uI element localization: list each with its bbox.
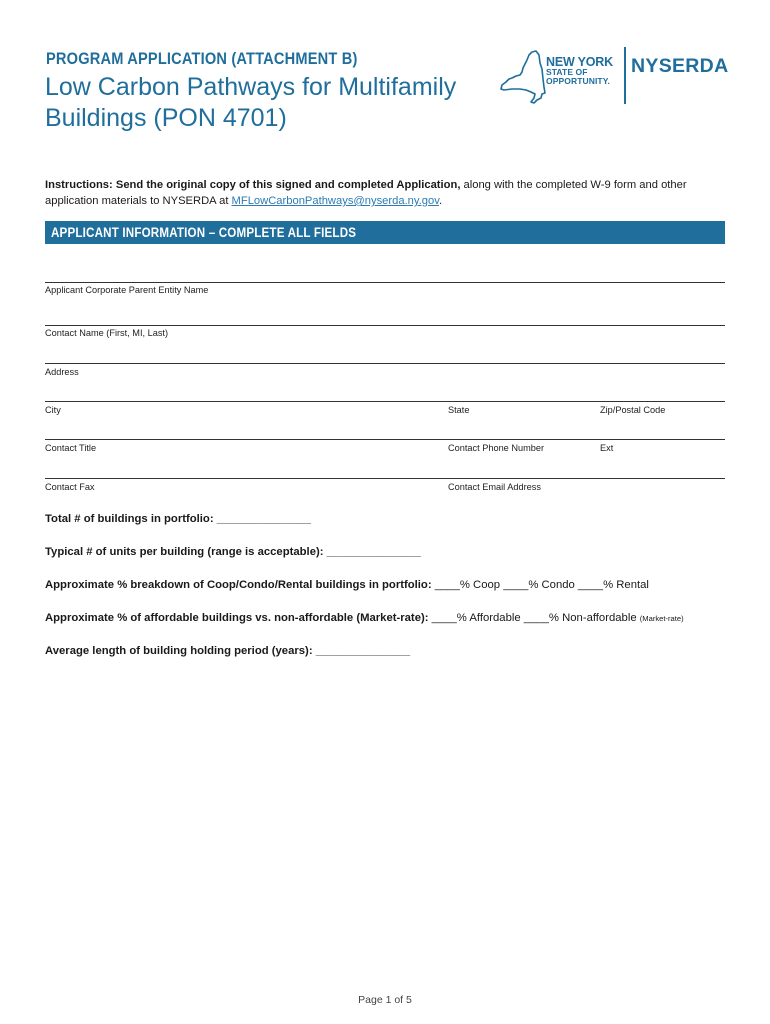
title-phone-ext-field[interactable]: [45, 439, 725, 440]
address-field[interactable]: [45, 363, 725, 364]
building-type-breakdown-label: Approximate % breakdown of Coop/Condo/Rental buildings in portfolio:: [45, 579, 432, 591]
units-per-building-blank[interactable]: _______________: [326, 546, 421, 558]
address-label: Address: [45, 367, 79, 377]
buildings-total-blank[interactable]: _______________: [216, 513, 311, 525]
market-rate-note: (Market-rate): [639, 614, 684, 623]
affordable-breakdown-question: [45, 612, 684, 624]
instructions-lead: Instructions:: [45, 179, 113, 191]
section-header-bar: [45, 221, 725, 244]
contact-fax-label: Contact Fax: [45, 482, 95, 492]
units-per-building-question: [45, 546, 421, 558]
city-label: City: [45, 405, 61, 415]
contact-title-label: Contact Title: [45, 443, 97, 453]
instructions-end: .: [438, 195, 443, 207]
ext-label: Ext: [600, 443, 614, 453]
nyserda-wordmark: NYSERDA: [631, 55, 729, 77]
entity-name-label: Applicant Corporate Parent Entity Name: [45, 285, 209, 295]
buildings-total-question: [45, 513, 311, 525]
nys-nyserda-logo: [498, 47, 728, 107]
building-type-breakdown-question: [45, 579, 649, 591]
new-york-state-map-icon: [498, 49, 548, 105]
logo-new-york: NEW YORK: [546, 55, 613, 69]
logo-opportunity: OPPORTUNITY.: [546, 76, 611, 86]
instructions-text: [45, 177, 725, 209]
building-type-breakdown-answer[interactable]: ____% Coop ____% Condo ____% Rental: [434, 579, 649, 591]
fax-email-field[interactable]: [45, 478, 725, 479]
holding-period-blank[interactable]: _______________: [315, 645, 410, 657]
document-kicker: PROGRAM APPLICATION (ATTACHMENT B): [46, 49, 358, 68]
buildings-total-label: Total # of buildings in portfolio:: [45, 513, 214, 525]
new-york-wordmark: [546, 56, 613, 86]
holding-period-question: [45, 645, 410, 657]
logo-state-of: STATE OF: [546, 67, 588, 77]
affordable-breakdown-answer[interactable]: ____% Affordable ____% Non-affordable: [431, 612, 637, 624]
instructions-body: along with the completed W-9 form and other application materials to NYSERDA at: [45, 179, 687, 207]
units-per-building-label: Typical # of units per building (range is acceptable):: [45, 546, 324, 558]
contact-name-field[interactable]: [45, 325, 725, 326]
page-number: Page 1 of 5: [358, 994, 412, 1006]
email-link[interactable]: MFLowCarbonPathways@nyserda.ny.gov: [231, 195, 439, 207]
section-title: APPLICANT INFORMATION – COMPLETE ALL FIELDS: [51, 225, 357, 240]
holding-period-label: Average length of building holding period (years):: [45, 645, 313, 657]
city-state-zip-field[interactable]: [45, 401, 725, 402]
contact-name-label: Contact Name (First, MI, Last): [45, 328, 169, 338]
logo-divider: [624, 47, 626, 104]
contact-phone-label: Contact Phone Number: [448, 443, 545, 453]
document-title: Low Carbon Pathways for Multifamily Buildings (PON 4701): [45, 73, 457, 132]
zip-label: Zip/Postal Code: [600, 405, 666, 415]
entity-name-field[interactable]: [45, 282, 725, 283]
state-label: State: [448, 405, 470, 415]
affordable-breakdown-label: Approximate % of affordable buildings vs. non-affordable (Market-rate):: [45, 612, 429, 624]
instructions-bold: Send the original copy of this signed and completed Application,: [115, 179, 461, 191]
contact-email-label: Contact Email Address: [448, 482, 541, 492]
